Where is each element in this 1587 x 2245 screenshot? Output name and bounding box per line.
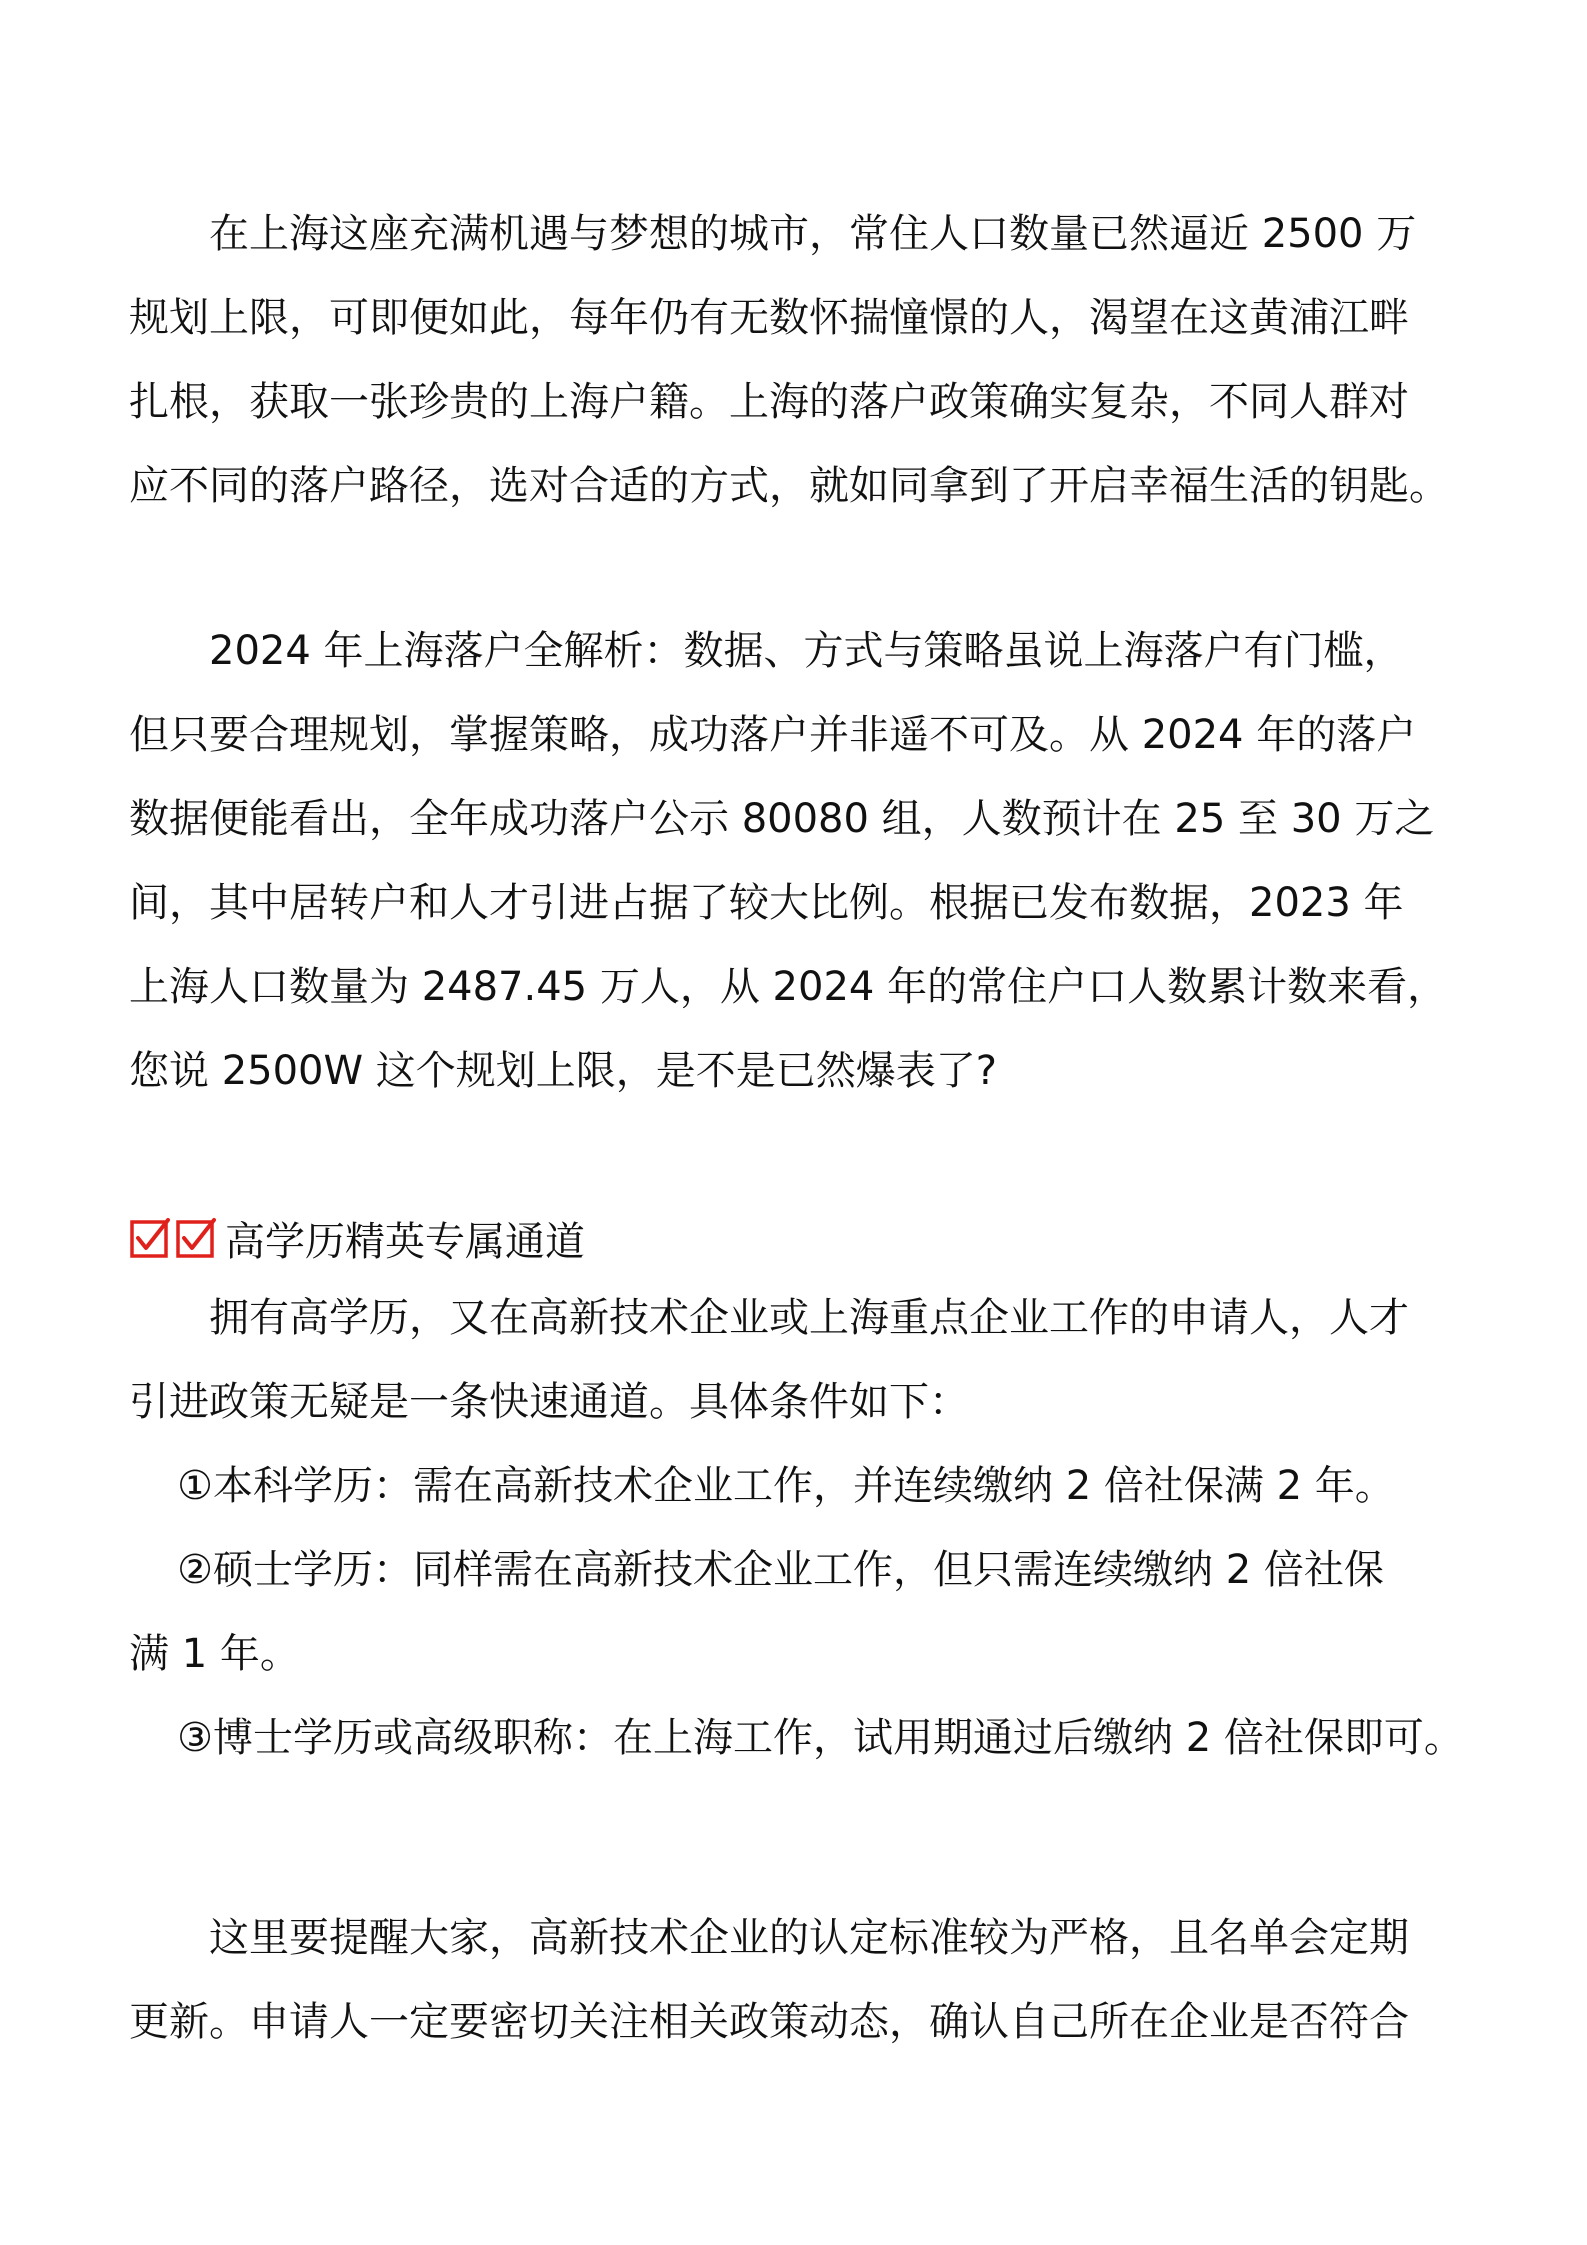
text-line: 上海人口数量为 2487.45 万人，从 2024 年的常住户口人数累计数来看， <box>129 964 1448 1010</box>
text-line: 扎根，获取一张珍贵的上海户籍。上海的落户政策确实复杂，不同人群对 <box>129 379 1409 425</box>
text-line: 这里要提醒大家，高新技术企业的认定标准较为严格，且名单会定期 <box>209 1915 1409 1961</box>
checkbox-checked-icon <box>175 1217 217 1259</box>
text-line: 规划上限，可即便如此，每年仍有无数怀揣憧憬的人，渴望在这黄浦江畔 <box>129 295 1409 341</box>
section-heading-text: 高学历精英专属通道 <box>225 1218 585 1265</box>
talent-intro-paragraph <box>129 1276 1469 1444</box>
item-text: 硕士学历：同样需在高新技术企业工作，但只需连续缴纳 2 倍社保 <box>213 1547 1384 1593</box>
text-line: 拥有高学历，又在高新技术企业或上海重点企业工作的申请人，人才 <box>209 1295 1409 1341</box>
list-item <box>129 1444 1469 1528</box>
item-number: ③ <box>177 1715 213 1761</box>
conditions-list <box>129 1444 1469 1780</box>
text-line: 数据便能看出，全年成功落户公示 80080 组，人数预计在 25 至 30 万之 <box>129 796 1435 842</box>
text-line: 但只要合理规划，掌握策略，成功落户并非遥不可及。从 2024 年的落户 <box>129 712 1417 758</box>
text-line: 应不同的落户路径，选对合适的方式，就如同拿到了开启幸福生活的钥匙。 <box>129 463 1449 509</box>
list-item <box>129 1528 1469 1612</box>
item-text: 本科学历：需在高新技术企业工作，并连续缴纳 2 倍社保满 2 年。 <box>213 1463 1395 1509</box>
item-number: ② <box>177 1547 213 1593</box>
list-item-continuation <box>129 1612 1469 1696</box>
text-line: 在上海这座充满机遇与梦想的城市，常住人口数量已然逼近 2500 万 <box>209 211 1417 257</box>
text-line: 您说 2500W 这个规划上限，是不是已然爆表了? <box>129 1048 998 1094</box>
intro-paragraph <box>129 192 1469 528</box>
reminder-paragraph <box>129 1896 1469 2064</box>
item-number: ① <box>177 1463 213 1509</box>
analysis-paragraph <box>129 609 1469 1113</box>
text-line: 间，其中居转户和人才引进占据了较大比例。根据已发布数据，2023 年 <box>129 880 1404 926</box>
item-text: 博士学历或高级职称：在上海工作，试用期通过后缴纳 2 倍社保即可。 <box>213 1715 1464 1761</box>
checkbox-checked-icon <box>129 1217 171 1259</box>
list-item <box>129 1696 1469 1780</box>
text-line: 2024 年上海落户全解析：数据、方式与策略虽说上海落户有门槛， <box>209 628 1404 674</box>
section-heading <box>129 1196 585 1280</box>
text-line: 更新。申请人一定要密切关注相关政策动态，确认自己所在企业是否符合 <box>129 1999 1409 2045</box>
text-line: 引进政策无疑是一条快速通道。具体条件如下： <box>129 1379 969 1425</box>
item-text: 满 1 年。 <box>129 1631 300 1677</box>
